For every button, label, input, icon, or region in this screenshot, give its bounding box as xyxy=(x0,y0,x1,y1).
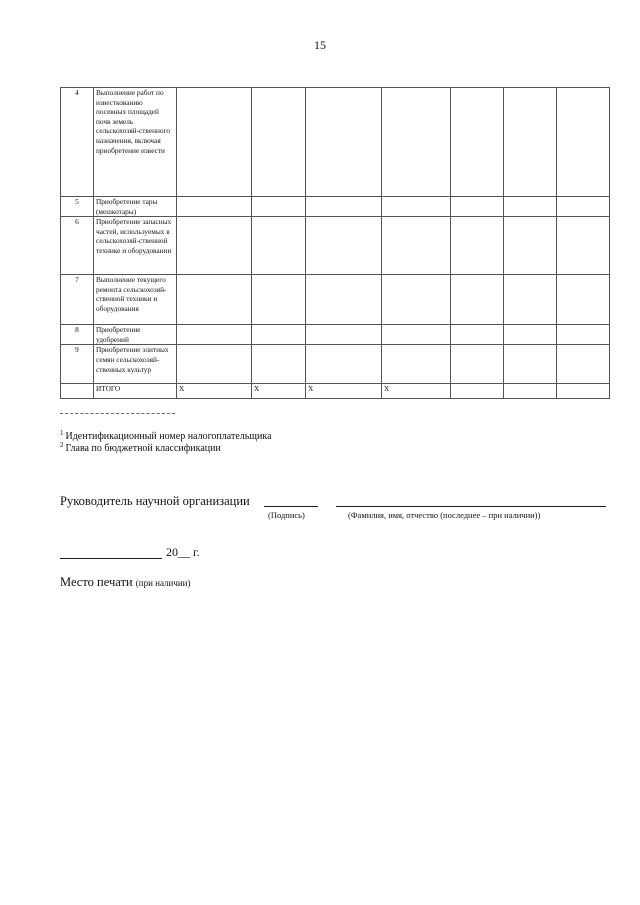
table-cell xyxy=(252,197,306,217)
row-number: 6 xyxy=(61,217,94,275)
row-number: 8 xyxy=(61,325,94,345)
table-cell xyxy=(451,325,504,345)
table-cell xyxy=(382,275,451,325)
table-row xyxy=(61,88,610,197)
table-cell xyxy=(177,345,252,384)
table-cell xyxy=(177,275,252,325)
table-cell xyxy=(252,325,306,345)
table-row xyxy=(61,217,610,275)
name-caption: (Фамилия, имя, отчество (последнее – при наличии)) xyxy=(348,510,541,520)
footnote-text: Глава по бюджетной классификации xyxy=(65,443,221,454)
x-mark: X xyxy=(252,384,306,399)
row-number: 4 xyxy=(61,88,94,197)
table-cell xyxy=(177,217,252,275)
table-cell xyxy=(252,275,306,325)
table-cell xyxy=(557,217,610,275)
table-cell xyxy=(382,345,451,384)
table-cell xyxy=(557,384,610,399)
footnote-2 xyxy=(60,439,221,455)
row-description: Приобретение тары (мешкотары) xyxy=(94,197,177,217)
table-cell xyxy=(177,197,252,217)
subsidy-table xyxy=(60,87,610,399)
table-cell xyxy=(252,345,306,384)
table-row xyxy=(61,325,610,345)
table-row xyxy=(61,197,610,217)
footnote-mark: 2 xyxy=(60,441,64,449)
table-cell xyxy=(177,325,252,345)
table-cell xyxy=(504,88,557,197)
page-number: 15 xyxy=(314,38,326,52)
table-cell xyxy=(306,197,382,217)
date-line xyxy=(60,558,162,559)
table-cell xyxy=(451,384,504,399)
footnote-mark: 1 xyxy=(60,429,64,437)
table-cell xyxy=(451,345,504,384)
x-mark: X xyxy=(382,384,451,399)
table-cell xyxy=(557,345,610,384)
table-row xyxy=(61,345,610,384)
row-number: 7 xyxy=(61,275,94,325)
table-cell xyxy=(557,197,610,217)
row-description: Приобретение элитных семян сельскохозяй-ственных культур xyxy=(94,345,177,384)
table-row xyxy=(61,275,610,325)
table-cell xyxy=(451,197,504,217)
stamp-place xyxy=(60,575,190,590)
table-cell xyxy=(382,197,451,217)
total-row xyxy=(61,384,610,399)
table-cell xyxy=(504,384,557,399)
x-mark: X xyxy=(177,384,252,399)
table-cell xyxy=(252,217,306,275)
table-cell xyxy=(306,217,382,275)
signature-caption: (Подпись) xyxy=(268,510,305,520)
table-cell xyxy=(451,217,504,275)
table-cell xyxy=(382,325,451,345)
table-cell xyxy=(451,275,504,325)
name-line xyxy=(336,494,606,507)
row-description: Выполнение работ по известкованию посевных площадей почв земель сельскохозяй-ственного назначения, включая приобретение извести xyxy=(94,88,177,197)
table-cell xyxy=(504,325,557,345)
table-cell xyxy=(557,275,610,325)
table-cell xyxy=(557,325,610,345)
table-cell xyxy=(306,325,382,345)
table-cell xyxy=(306,88,382,197)
x-mark: X xyxy=(306,384,382,399)
table-cell xyxy=(306,275,382,325)
table-cell xyxy=(252,88,306,197)
date-year: 20__ г. xyxy=(166,545,200,559)
signature-line xyxy=(264,494,318,507)
table-cell xyxy=(504,217,557,275)
row-number: 9 xyxy=(61,345,94,384)
signature-label: Руководитель научной организации xyxy=(60,494,250,508)
footnote-text: Идентификационный номер налогоплательщика xyxy=(65,431,272,442)
row-number: 5 xyxy=(61,197,94,217)
table-cell xyxy=(382,88,451,197)
row-description: Приобретение запасных частей, используемых в сельскохозяй-ственной технике и оборудовании xyxy=(94,217,177,275)
table-cell xyxy=(557,88,610,197)
row-description: Приобретение удобрений xyxy=(94,325,177,345)
table-cell xyxy=(306,345,382,384)
table-cell xyxy=(504,345,557,384)
row-description: Выполнение текущего ремонта сельскохозяй-ственной техники и оборудования xyxy=(94,275,177,325)
total-label: ИТОГО xyxy=(94,384,177,399)
stamp-label: Место печати xyxy=(60,575,133,589)
table-cell xyxy=(504,197,557,217)
table-cell xyxy=(177,88,252,197)
table-cell xyxy=(61,384,94,399)
stamp-note: (при наличии) xyxy=(135,578,191,588)
table-cell xyxy=(382,217,451,275)
table-cell xyxy=(451,88,504,197)
table-cell xyxy=(504,275,557,325)
footnote-separator xyxy=(60,413,175,414)
